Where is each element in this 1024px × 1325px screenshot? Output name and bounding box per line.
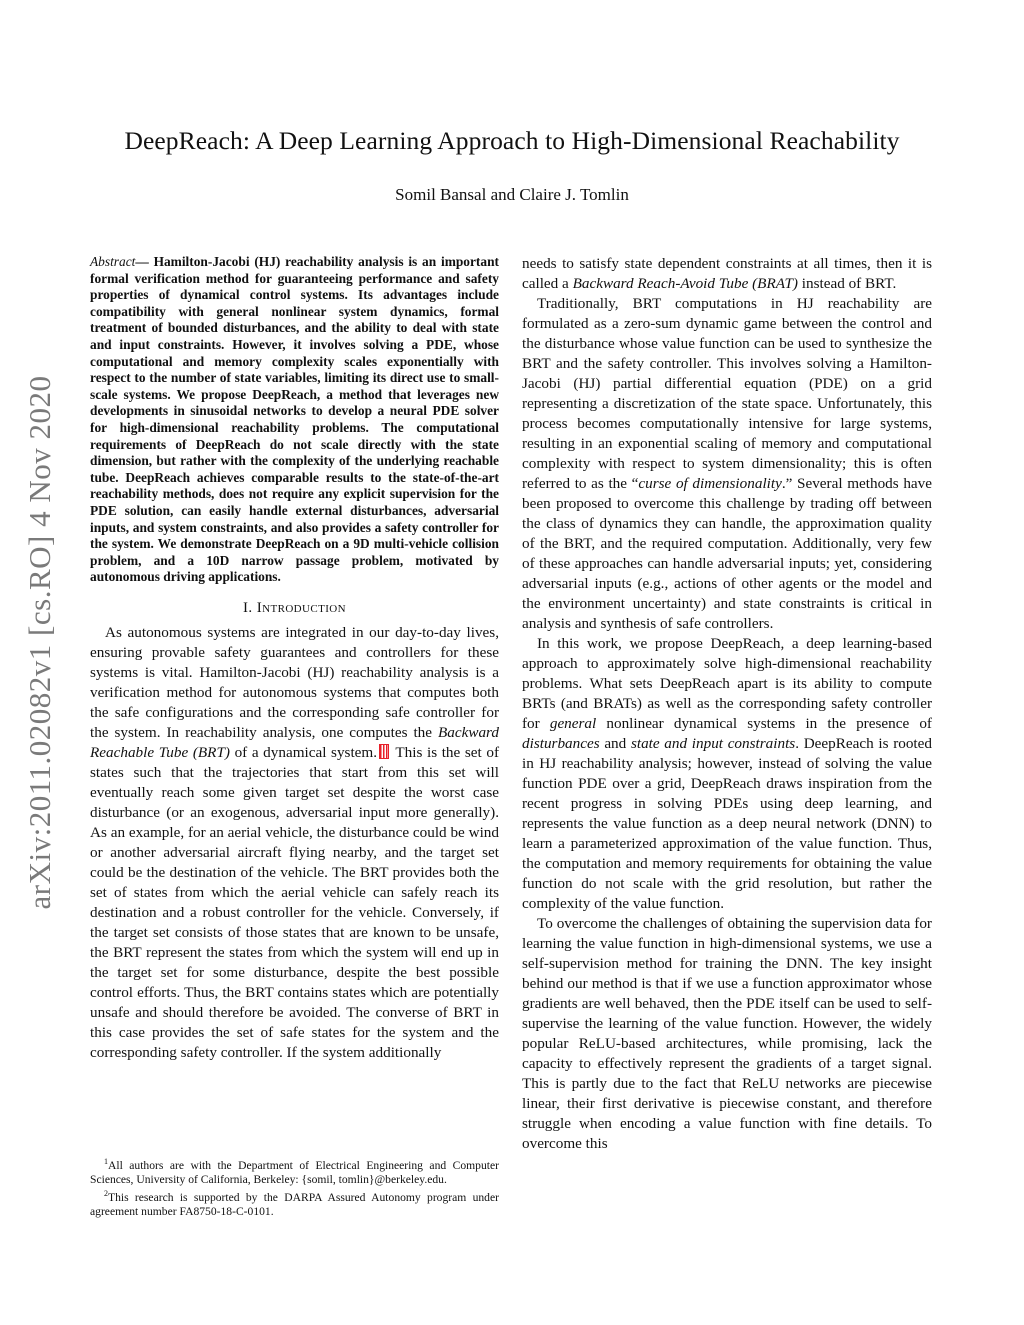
abstract-text: — Hamilton-Jacobi (HJ) reachability analysis is an important formal verification method for guaranteeing performance and safety properties of dynamical control systems. Its advantages include compatibility with general nonlinear system dynamics, formal treatment of bounded disturbances, and the ability to deal with state and input constraints. However, it involves solving a PDE, whose computational and memory complexity scales exponentially with respect to the number of state variables, limiting its direct use to small-scale systems. We propose DeepReach, a method that leverages new developments in sinusoidal networks to develop a neural PDE solver for high-dimensional reachability problems. The computational requirements of DeepReach do not scale directly with the state dimension, but rather with the complexity of the underlying reachable tube. DeepReach achieves comparable results to the state-of-the-art reachability methods, does not require any explicit supervision for the PDE solution, can easily handle external disturbances, adversarial inputs, and system constraints, and also provides a safety controller for the system. We demonstrate DeepReach on a 9D multi-vehicle collision problem, and a 10D narrow passage problem, motivated by autonomous driving applications. [90,254,499,585]
footnote-text: This research is supported by the DARPA Assured Autonomy program under agreement number FA8750-18-C-0101. [90,1191,499,1219]
section-number: I. [243,599,253,616]
text-run: of a dynamical system. [229,743,378,761]
section-heading-introduction [90,600,499,617]
text-run: As autonomous systems are integrated in our day-to-day lives, ensuring provable safety guarantees and controllers for these systems is vital. Hamilton-Jacobi (HJ) reachability analysis is a verification method for autonomous systems that computes both the safe configurations and the corresponding safe controller for the system. In reachability analysis, one computes the [90,623,499,741]
right-column [522,254,932,1154]
abstract-lead: Abstract [90,254,136,269]
footnote-1 [90,1155,499,1187]
abstract [90,254,499,586]
paragraph-this-work [522,634,932,914]
paragraph-continuation [522,254,932,294]
emphasis-disturbances: disturbances [522,735,600,752]
section-title: Introduction [256,599,346,616]
text-run: needs to satisfy state dependent constraints at all times, then it is called a [522,255,932,292]
footnote-2 [90,1187,499,1219]
paper-authors: Somil Bansal and Claire J. Tomlin [395,185,629,204]
emphasis-constraints: state and input constraints [630,735,796,752]
text-run: nonlinear dynamical systems in the presence of [596,715,932,732]
emphasis-brt: Backward Reachable Tube (BRT) [90,723,499,761]
text-run: instead of BRT. [797,275,897,292]
text-run: In this work, we propose DeepReach, a deep learning-based approach to approximately solve high-dimensional reachability problems. What sets DeepReach apart is its ability to compute BRTs (and BRATs) as well as the corresponding safety controller for [522,635,932,732]
intro-paragraph-1 [90,623,499,1063]
arxiv-identifier-stamp: arXiv:2011.02082v1 [cs.RO] 4 Nov 2020 [22,375,57,910]
paper-title: DeepReach: A Deep Learning Approach to High-Dimensional Reachability [124,126,900,155]
paragraph-overcome: To overcome the challenges of obtaining the supervision data for learning the value function in high-dimensional systems, we use a self-supervision method for training the DNN. The key insight behind our method is that if we use a function approximator whose gradients are well behaved, then the PDE itself can be used to self-supervise the learning of the value function. However, the widely popular ReLU-based architectures, while promising, lack the capacity to effectively represent the gradients of a target signal. This is partly due to the fact that ReLU networks are piecewise linear, their first derivative is piecewise constant, and therefore struggle when encoding a value function with fine details. To overcome this [522,915,932,1152]
emphasis-brat: Backward Reach-Avoid Tube (BRAT) [572,275,798,292]
emphasis-curse: curse of dimensionality [638,475,782,492]
emphasis-general: general [549,715,597,732]
text-run: This is the set of states such that the trajectories that start from this set will eventually reach some given target set despite the worst case disturbance (or an exogenous, adversarial input more generally). As an example, for an aerial vehicle, the disturbance could be wind or another adversarial aircraft flying nearby, and the target set could be the destination of the vehicle. The BRT provides both the set of states from which the aerial vehicle can safely reach its destination and a robust controller for the vehicle. Conversely, if the target set consists of those states that are known to be unsafe, the BRT represent the states from which the system will end up in the target set for some disturbance, despite the best possible control efforts. Thus, the BRT contains states which are potentially unsafe and should therefore be avoided. The converse of BRT in this case provides the set of safe states for the system and the corresponding safety controller. If the system additionally [90,743,499,1061]
text-run: .” Several methods have been proposed to overcome this challenge by trading off between the class of dynamics they can handle, the approximation quality of the BRT, and the required computation. Additionally, very few of these approaches can handle adversarial inputs; yet, considering adversarial inputs (e.g., actions of other agents or the model and the environment uncertainty) and state constraints is critical in analysis and synthesis of safe controllers. [522,475,932,632]
text-run: . DeepReach is rooted in HJ reachability analysis; however, instead of solving the value function PDE over a grid, DeepReach draws inspiration from the recent progress in solving PDEs using deep learning, and represents the value function as a deep neural network (DNN) to learn a parameterized approximation of the value function. Thus, the computation and memory requirements for obtaining the value function do not scale with the grid resolution, but rather the complexity of the value function. [522,735,932,912]
text-run: Traditionally, BRT computations in HJ reachability are formulated as a zero-sum dynamic game between the control and the disturbance whose value function can be used to synthesize the BRT and the safety controller. This involves solving a Hamilton-Jacobi (HJ) partial differential equation (PDE) on a grid representing a discretization of the state space. Unfortunately, this process becomes computationally intensive for large systems, resulting in an exponential scaling of memory and computational complexity with respect to system dimensionality; this is often referred to as the “ [522,295,932,492]
footnote-mark: 1 [104,1157,108,1166]
paragraph-traditionally [522,294,932,634]
footnote-mark: 2 [104,1189,108,1199]
footnote-text: All authors are with the Department of Electrical Engineering and Computer Sciences, University of California, Berkeley: {somil, tomlin}@berkeley.edu. [90,1158,499,1187]
footnotes [90,1155,499,1220]
citation-link-marker[interactable] [379,744,389,759]
text-run: and [599,735,631,752]
left-column [90,254,499,1063]
